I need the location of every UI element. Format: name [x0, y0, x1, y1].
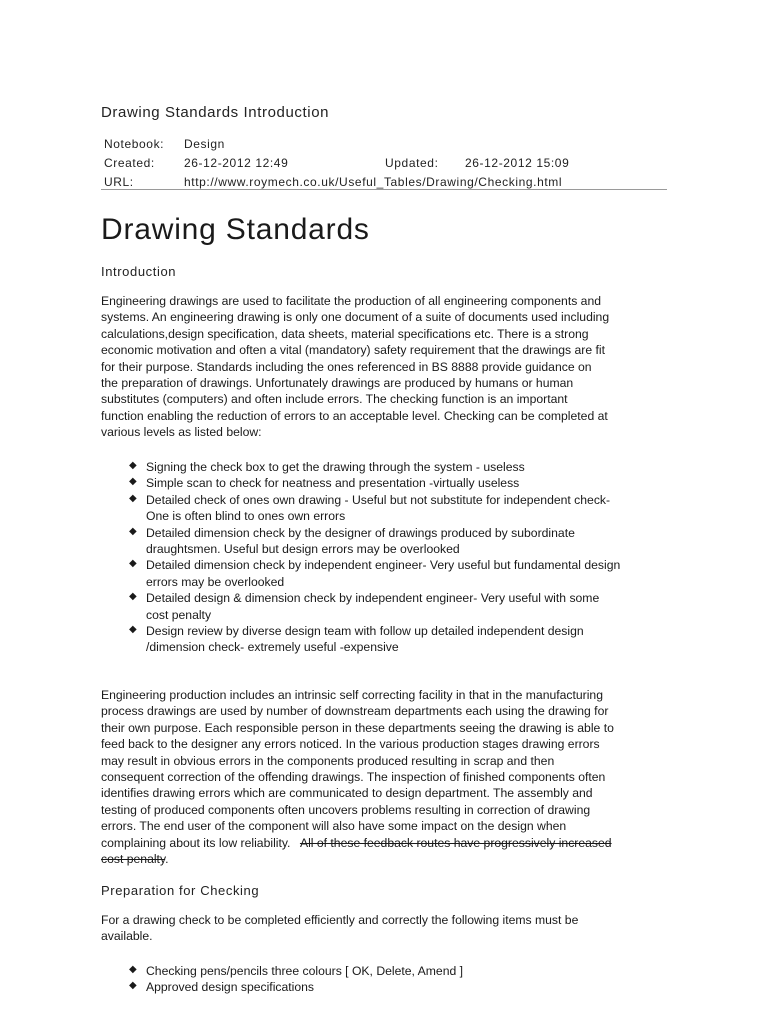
- list-item-text: Detailed dimension check by independent engineer- Very useful but fundamental design: [146, 558, 621, 573]
- paragraph-line: feed back to the designer any errors noticed. In the various production stages drawing errors: [101, 737, 600, 752]
- paragraph-line: process drawings are used by number of downstream departments each using the drawing for: [101, 704, 609, 719]
- production-paragraph: [101, 687, 667, 867]
- prep-paragraph: [101, 912, 667, 945]
- list-item: [101, 557, 667, 590]
- list-item-text: draughtsmen. Useful but design errors may be overlooked: [146, 542, 460, 557]
- paragraph-line: [101, 851, 667, 867]
- list-item-text: Design review by diverse design team with follow up detailed independent design: [146, 624, 584, 639]
- bullet-icon: ◆: [129, 476, 137, 488]
- prep-items-list: [101, 963, 667, 996]
- list-item-text: Simple scan to check for neatness and presentation -virtually useless: [146, 476, 520, 491]
- list-item-text: Detailed check of ones own drawing - Useful but not substitute for independent check-: [146, 492, 611, 507]
- note-title: Drawing Standards Introduction: [101, 104, 330, 121]
- paragraph-line: available.: [101, 929, 153, 944]
- paragraph-line: their own purpose. Each responsible person in these departments seeing the drawing is able to: [101, 720, 614, 735]
- bullet-icon: ◆: [129, 558, 137, 570]
- paragraph-line: testing of produced components often uncovers problems resulting in correction of drawing: [101, 802, 591, 817]
- list-item: [101, 459, 667, 475]
- note-metadata: [101, 137, 667, 194]
- bullet-icon: ◆: [129, 964, 137, 975]
- notebook-value: Design: [184, 137, 225, 151]
- list-item: [101, 979, 667, 995]
- paragraph-line: consequent correction of the offending drawings. The inspection of finished components often: [101, 770, 606, 785]
- checking-levels-list: [101, 459, 667, 656]
- created-value: 26-12-2012 12:49: [184, 156, 289, 170]
- bullet-icon: ◆: [129, 525, 137, 537]
- bullet-icon: ◆: [129, 591, 137, 603]
- list-item-text: Detailed dimension check by the designer of drawings produced by subordinate: [146, 525, 575, 540]
- meta-row-dates: [101, 156, 667, 175]
- paragraph-line: may result in obvious errors in the components produced resulting in scrap and then: [101, 753, 555, 768]
- list-item-text: errors may be overlooked: [146, 574, 285, 589]
- bullet-icon: ◆: [129, 980, 137, 992]
- bullet-icon: ◆: [129, 492, 137, 504]
- paragraph-line: function enabling the reduction of errors to an acceptable level. Checking can be completed at: [101, 408, 608, 423]
- paragraph-line: [101, 835, 667, 851]
- list-item-text: cost penalty: [146, 607, 212, 622]
- updated-label: Updated:: [385, 156, 439, 170]
- paragraph-line: various levels as listed below:: [101, 425, 262, 440]
- paragraph-line: Engineering production includes an intrinsic self correcting facility in that in the manufacturing: [101, 688, 603, 702]
- intro-heading: Introduction: [101, 264, 177, 279]
- url-value[interactable]: http://www.roymech.co.uk/Useful_Tables/Drawing/Checking.html: [184, 175, 563, 189]
- bullet-icon: ◆: [129, 624, 137, 636]
- created-label: Created:: [104, 156, 155, 170]
- bullet-icon: ◆: [129, 460, 137, 471]
- paragraph-line: for their purpose. Standards including the ones referenced in BS 8888 provide guidance on: [101, 359, 592, 374]
- paragraph-line: calculations,design specification, data sheets, material specifications etc. There is a strong: [101, 326, 589, 341]
- list-item: [101, 525, 667, 558]
- updated-value: 26-12-2012 15:09: [465, 156, 570, 170]
- list-item-text: /dimension check- extremely useful -expensive: [146, 640, 399, 655]
- struck-text: cost penalty: [101, 852, 166, 867]
- list-item-text: Signing the check box to get the drawing through the system - useless: [146, 460, 525, 474]
- list-item-text: Approved design specifications: [146, 980, 315, 995]
- intro-paragraph: [101, 293, 667, 441]
- list-item-text: One is often blind to ones own errors: [146, 509, 346, 524]
- paragraph-line: economic motivation and often a vital (mandatory) safety requirement that the drawings are fit: [101, 343, 606, 358]
- list-item: [101, 475, 667, 491]
- paragraph-text: complaining about its low reliability.: [101, 835, 300, 850]
- paragraph-line: identifies drawing errors which are communicated to design department. The assembly and: [101, 786, 593, 801]
- paragraph-text: .: [165, 852, 169, 867]
- list-item: [101, 492, 667, 525]
- url-label: URL:: [104, 175, 134, 189]
- list-item: [101, 623, 667, 656]
- meta-row-notebook: [101, 137, 667, 156]
- metadata-divider: [101, 189, 667, 190]
- prep-heading: Preparation for Checking: [101, 883, 260, 898]
- notebook-label: Notebook:: [104, 137, 165, 151]
- paragraph-line: For a drawing check to be completed efficiently and correctly the following items must be: [101, 913, 579, 927]
- list-item-text: Detailed design & dimension check by independent engineer- Very useful with some: [146, 591, 600, 606]
- list-item: [101, 963, 667, 979]
- list-item-text: Checking pens/pencils three colours [ OK, Delete, Amend ]: [146, 964, 464, 978]
- paragraph-line: Engineering drawings are used to facilitate the production of all engineering components and: [101, 294, 602, 308]
- struck-text: All of these feedback routes have progressively increased: [299, 835, 612, 850]
- paragraph-line: the preparation of drawings. Unfortunately drawings are produced by humans or human: [101, 376, 574, 391]
- meta-row-url: [101, 175, 667, 194]
- article-heading: Drawing Standards: [101, 213, 370, 246]
- paragraph-line: systems. An engineering drawing is only one document of a suite of documents used including: [101, 310, 610, 325]
- paragraph-line: errors. The end user of the component will also have some impact on the design when: [101, 819, 567, 834]
- list-item: [101, 590, 667, 623]
- paragraph-line: substitutes (computers) and often include errors. The checking function is an important: [101, 392, 568, 407]
